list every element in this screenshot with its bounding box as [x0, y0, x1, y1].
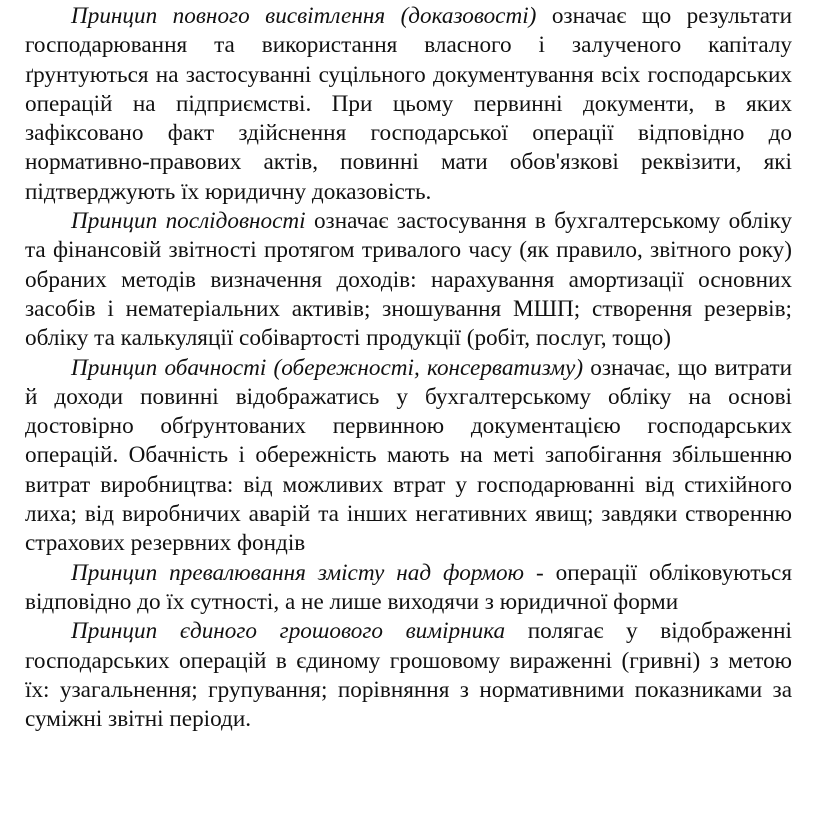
paragraph-substance-over-form-principle	[25, 559, 792, 618]
paragraph-prudence-principle	[25, 354, 792, 559]
principle-description: означає, що витрати й доходи повинні відображатись у бухгалтерському обліку на основі достовірно обґрунтованих первинною документацією господарських операцій. Обачність і обережність мають на меті запобігання збільшенню витрат виробництва: від можливих втрат у господарюванні від стихійного лиха; від виробничих аварій та інших негативних явищ; завдяки створенню страхових резервних фондів	[25, 354, 793, 557]
principle-term: Принцип повного висвітлення (доказовості)	[71, 3, 537, 29]
paragraph-single-monetary-unit-principle	[25, 617, 792, 734]
principle-description: означає що результати господарювання та використання власного і залученого капіталу ґрунтуються на застосуванні суцільного документування всіх господарських операцій на підприємстві. При цьому первинні документи, в яких зафіксовано факт здійснення господарської операції відповідно до нормативно-правових актів, повинні мати обов'язкові реквізити, які підтверджують їх юридичну доказовість.	[25, 3, 792, 205]
paragraph-full-disclosure-principle	[25, 2, 792, 207]
principle-description: означає застосування в бухгалтерському обліку та фінансовій звітності протягом тривалого часу (як правило, звітного року) обраних методів визначення доходів: нарахування амортизації основних засобів і нематеріальних активів; зношування МШП; створення резервів; обліку та калькуляції собівартості продукції (робіт, послуг, тощо)	[25, 208, 793, 352]
principle-term: Принцип обачності (обережності, консерватизму)	[71, 354, 584, 381]
principle-term: Принцип єдиного грошового вимірника	[71, 618, 506, 645]
principle-term: Принцип послідовності	[71, 208, 306, 235]
principle-description: - операції обліковуються відповідно до їх сутності, а не лише виходячи з юридичної форми	[25, 559, 792, 615]
paragraph-consistency-principle	[25, 207, 792, 353]
principle-description: полягає у відображенні господарських операцій в єдиному грошовому вираженні (гривні) з метою їх: узагальнення; групування; порівняння з нормативними показниками за суміжні звітні періоди.	[25, 618, 792, 733]
principle-term: Принцип превалювання змісту над формою	[71, 559, 524, 586]
